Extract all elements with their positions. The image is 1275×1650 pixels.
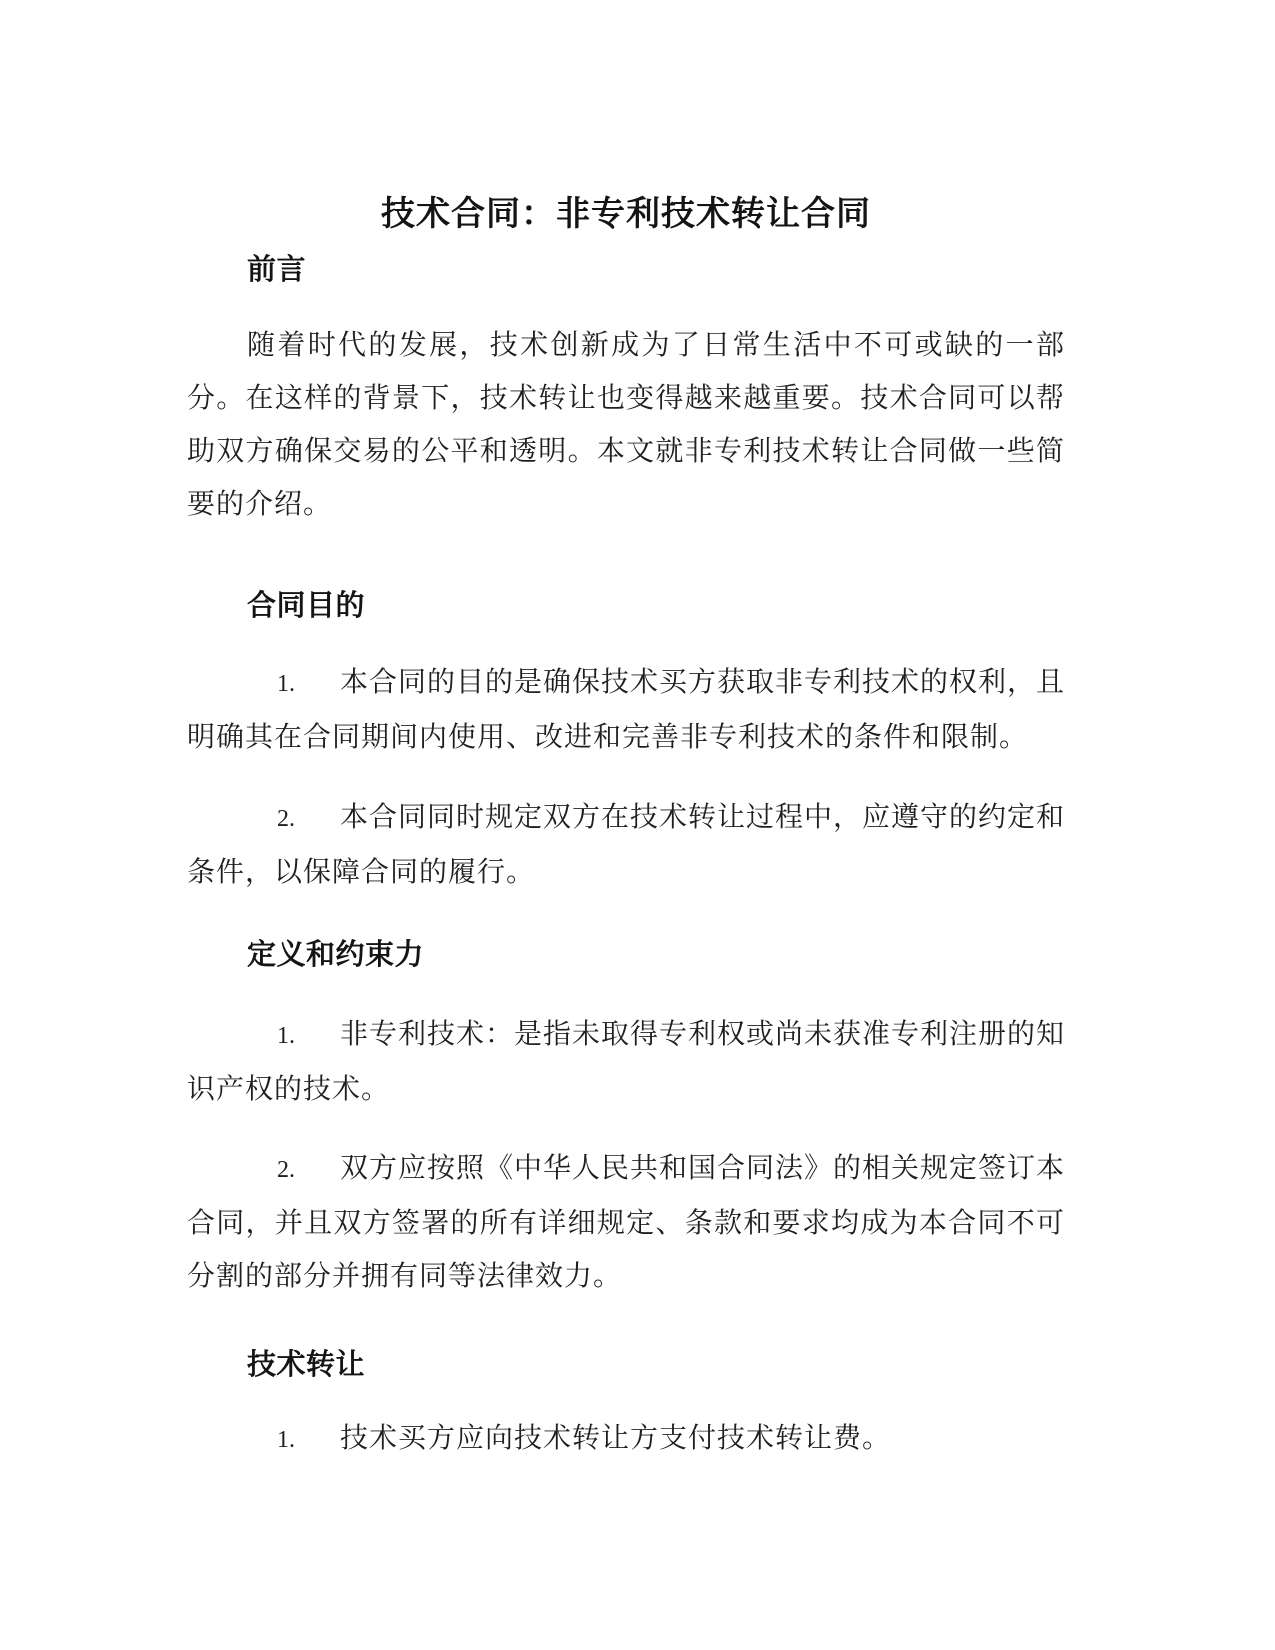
document-title: 技术合同：非专利技术转让合同 [381, 196, 871, 233]
section-heading-preface: 前言 [247, 254, 307, 286]
list-item-number: 2. [277, 1157, 295, 1183]
list-item [187, 1142, 1065, 1303]
list-item-text: 技术买方应向技术转让方支付技术转让费。 [340, 1423, 892, 1454]
list-item-text: 本合同同时规定双方在技术转让过程中，应遵守的约定和条件，以保障合同的履行。 [187, 802, 1066, 888]
list-item [187, 1008, 1065, 1116]
list-item-number: 1. [277, 671, 295, 697]
list-item [187, 1412, 1065, 1467]
list-item-text: 双方应按照《中华人民共和国合同法》的相关规定签订本合同，并且双方签署的所有详细规定、条款和要求均成为本合同不可分割的部分并拥有同等法律效力。 [187, 1153, 1066, 1292]
list-item-number: 1. [277, 1427, 295, 1453]
list-item-text: 本合同的目的是确保技术买方获取非专利技术的权利，且明确其在合同期间内使用、改进和完善非专利技术的条件和限制。 [187, 667, 1066, 753]
section-heading-technology-transfer: 技术转让 [247, 1349, 366, 1381]
list-item-number: 2. [277, 806, 295, 832]
list-item [187, 791, 1065, 899]
section-heading-contract-purpose: 合同目的 [247, 590, 366, 622]
paragraph-preface: 随着时代的发展，技术创新成为了日常生活中不可或缺的一部分。在这样的背景下，技术转让也变得越来越重要。技术合同可以帮助双方确保交易的公平和透明。本文就非专利技术转让合同做一些简要的介绍。 [187, 330, 1065, 520]
list-item-number: 1. [277, 1023, 295, 1049]
list-item [187, 656, 1065, 764]
section-heading-definitions-binding-force: 定义和约束力 [247, 939, 425, 971]
list-item-text: 非专利技术：是指未取得专利权或尚未获准专利注册的知识产权的技术。 [187, 1019, 1066, 1105]
